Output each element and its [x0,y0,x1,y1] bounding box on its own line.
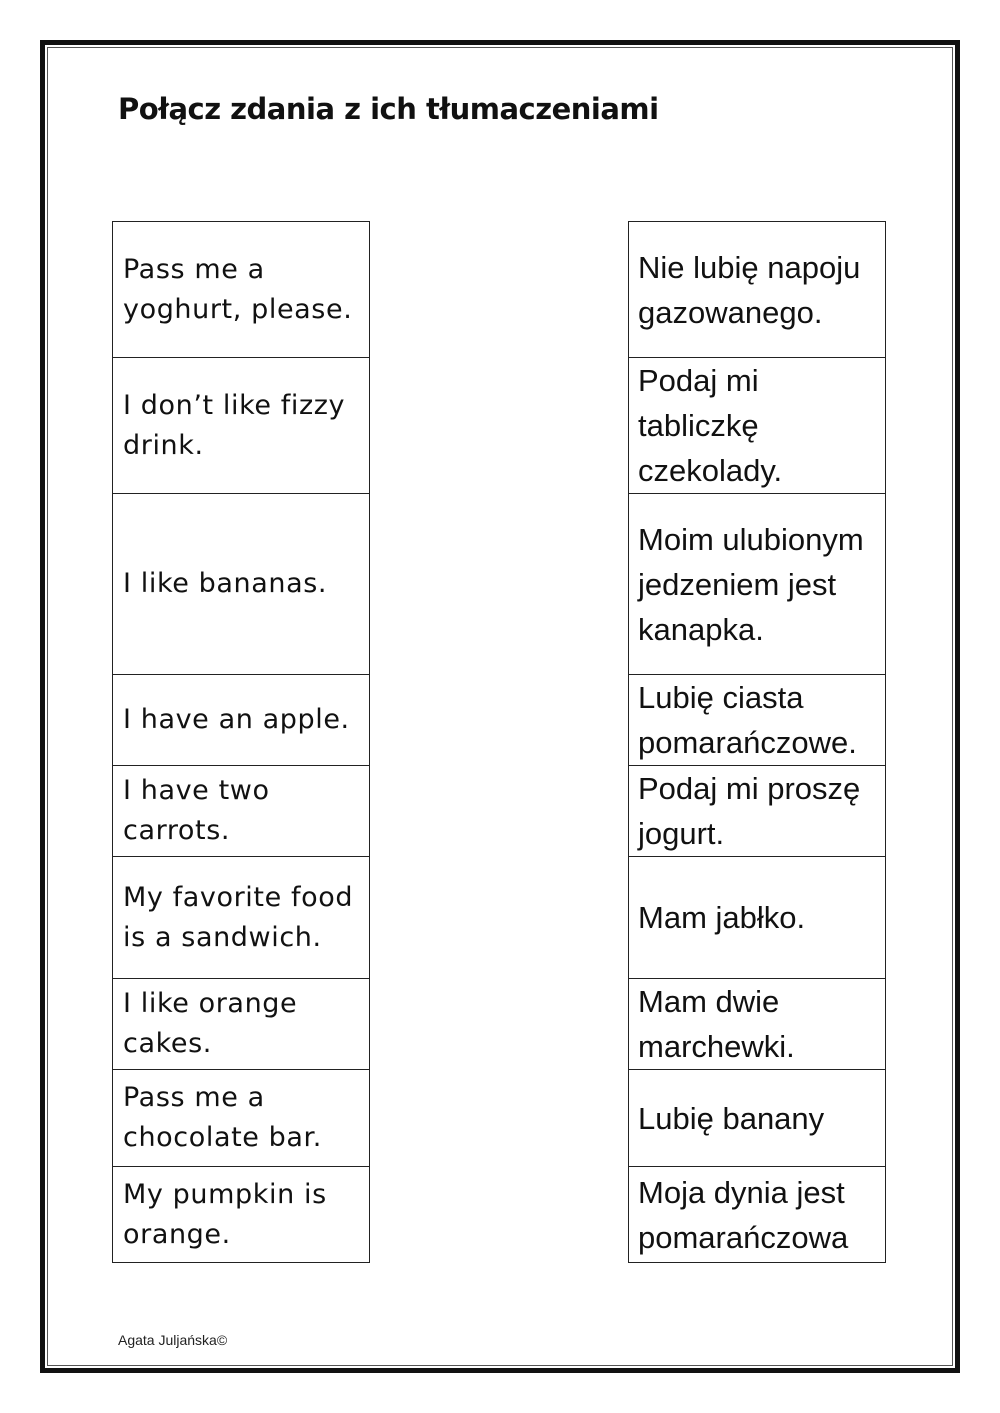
translation-text: Nie lubię napoju gazowanego. [638,249,861,330]
english-sentence-card[interactable] [112,221,370,358]
polish-translation-card[interactable] [628,856,886,979]
english-sentence-card[interactable] [112,856,370,979]
sentence-text: My pumpkin is orange. [123,1178,327,1250]
translation-text: Lubię banany [638,1100,825,1136]
translation-text: Lubię ciasta pomarańczowe. [638,680,857,760]
translation-text: Mam dwie marchewki. [638,984,795,1064]
translation-text: Moja dynia jest pomarańczowa [638,1174,849,1255]
english-sentence-card[interactable] [112,978,370,1070]
sentence-text: Pass me a chocolate bar. [123,1082,322,1153]
sentence-text: I like bananas. [123,568,328,599]
translation-text: Podaj mi proszę jogurt. [638,771,861,851]
polish-translations-column [628,221,886,1263]
author-credit: Agata Juljańska© [118,1332,228,1348]
english-sentence-card[interactable] [112,1166,370,1263]
english-sentence-card[interactable] [112,674,370,766]
page-title: Połącz zdania z ich tłumaczeniami [118,92,659,126]
polish-translation-card[interactable] [628,978,886,1070]
polish-translation-card[interactable] [628,1069,886,1167]
sentence-text: I have two carrots. [123,775,270,846]
english-sentence-card[interactable] [112,357,370,494]
translation-text: Mam jabłko. [638,900,806,935]
polish-translation-card[interactable] [628,221,886,358]
polish-translation-card[interactable] [628,674,886,766]
english-sentences-column [112,221,370,1263]
polish-translation-card[interactable] [628,765,886,857]
translation-text: Moim ulubionym jedzeniem jest kanapka. [638,521,864,647]
sentence-text: I like orange cakes. [123,988,298,1059]
polish-translation-card[interactable] [628,1166,886,1263]
sentence-text: My favorite food is a sandwich. [123,881,354,953]
english-sentence-card[interactable] [112,1069,370,1167]
english-sentence-card[interactable] [112,765,370,857]
polish-translation-card[interactable] [628,493,886,675]
polish-translation-card[interactable] [628,357,886,494]
sentence-text: Pass me a yoghurt, please. [123,253,353,325]
sentence-text: I have an apple. [123,704,350,735]
translation-text: Podaj mi tabliczkę czekolady. [638,363,783,488]
sentence-text: I don’t like fizzy drink. [123,389,346,461]
english-sentence-card[interactable] [112,493,370,675]
